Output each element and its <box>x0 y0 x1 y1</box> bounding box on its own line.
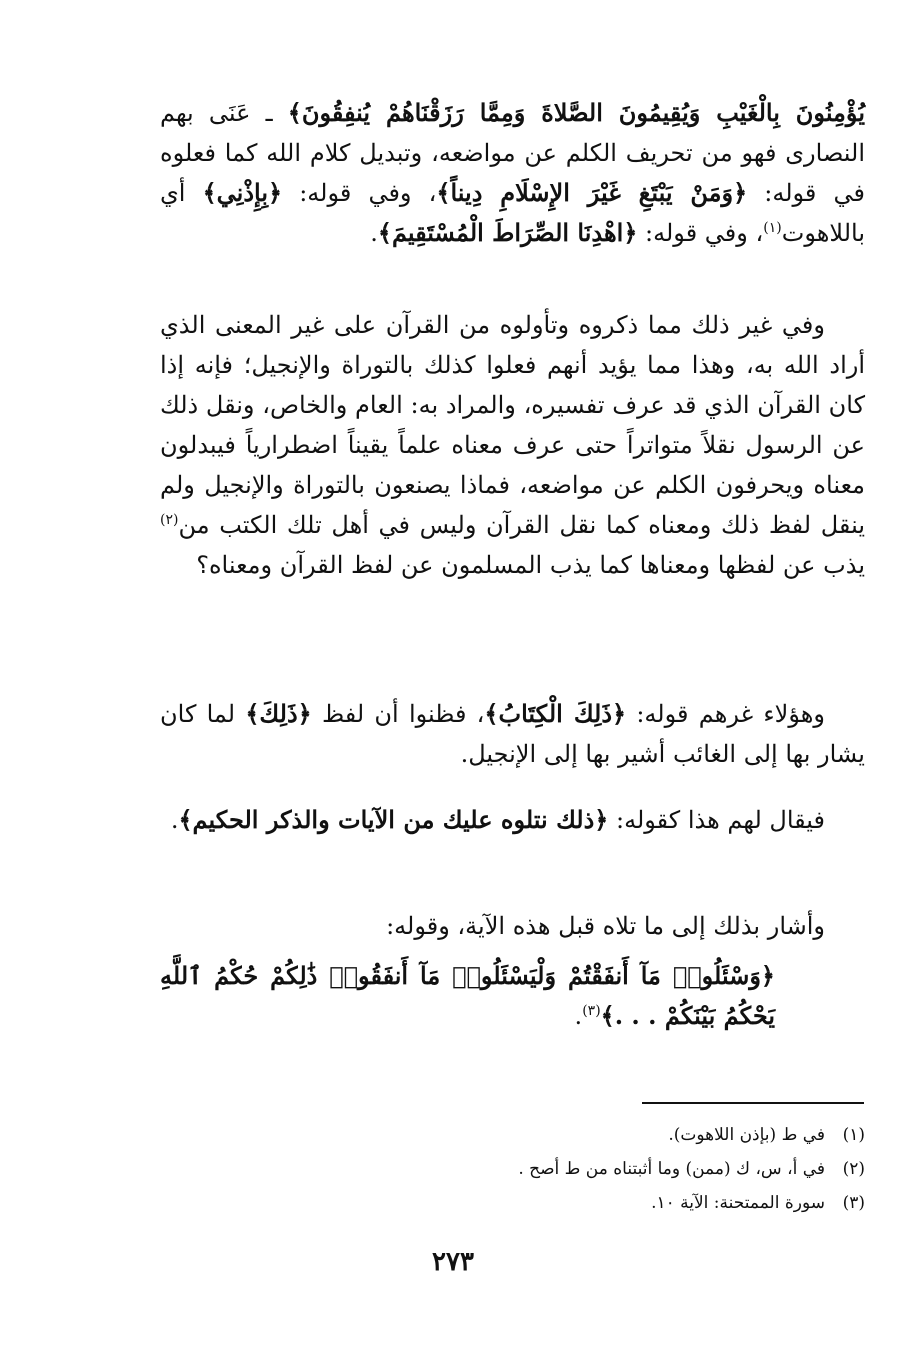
quran-verse: ﴿ذَلِكَ الْكِتَابُ﴾ <box>484 699 627 728</box>
footnote-number: (١) <box>842 1125 865 1145</box>
footnote-ref: (٢) <box>160 512 179 528</box>
text-segment: ، فظنوا أن لفظ <box>311 700 485 728</box>
text-segment: وأشار بذلك إلى ما تلاه قبل هذه الآية، وقوله: <box>386 912 825 940</box>
footnote-number: (٣) <box>842 1193 865 1213</box>
quran-verse: ﴿بِإِذْنِي﴾ <box>202 178 283 207</box>
footnote-item <box>420 1118 865 1152</box>
text-segment: فيقال لهم هذا كقوله: <box>608 806 825 834</box>
text-segment: ، وفي قوله: <box>282 179 437 207</box>
text-segment: . <box>370 219 378 247</box>
quran-quote-line <box>160 956 865 1036</box>
footnote-item <box>420 1152 865 1186</box>
page-number: ٢٧٣ <box>432 1247 474 1277</box>
footnote-item <box>420 1186 865 1220</box>
footnote-ref: (٣) <box>582 1003 601 1019</box>
main-text <box>160 93 865 253</box>
text-segment: وفي غير ذلك مما ذكروه وتأولوه من القرآن على غير المعنى الذي أراد الله به، وهذا مما يؤيد أنهم فعلوا كذلك بالتوراة والإنجيل؛ فإنه إذا كان القرآن الذي قد عرف تفسيره، والمراد به: العام والخاص، ونقل ذلك عن الرسول نقلاً متواتراً حتى عرف معناه علماً يقيناً اضطرارياً فيبدلون معناه ويحرفون الكلم عن مواضعه، فماذا يصنعون بالتوراة والإنجيل ولم ينقل لفظ ذلك ومعناه كما نقل القرآن وليس في أهل تلك الكتب من <box>160 311 866 539</box>
paragraph-4 <box>160 800 865 840</box>
text-segment: . <box>574 1002 583 1030</box>
main-text <box>160 305 865 585</box>
text-segment: ، وفي قوله: <box>637 219 764 247</box>
quran-verse: ﴿اهْدِنَا الصِّرَاطَ الْمُسْتَقِيمَ﴾ <box>377 218 638 247</box>
main-text <box>160 956 865 1036</box>
footnote-ref: (١) <box>763 220 782 236</box>
quran-verse: يُؤْمِنُونَ بِالْغَيْبِ وَيُقِيمُونَ الصَّلاةَ وَمِمَّا رَزَقْنَاهُمْ يُنفِقُونَ﴾ <box>287 98 865 127</box>
text-segment: لما كان يشار بها إلى الغائب أشير بها إلى الإنجيل. <box>160 700 865 768</box>
paragraph-1 <box>160 93 865 253</box>
quran-verse: ﴿ذَلِكَ﴾ <box>245 699 312 728</box>
paragraph-5 <box>160 906 865 946</box>
footnote-text: سورة الممتحنة: الآية ١٠. <box>651 1193 825 1213</box>
quran-verse: ﴿ذلك نتلوه عليك من الآيات والذكر الحكيم﴾ <box>178 805 609 834</box>
quran-verse: ﴿وَمَنْ يَبْتَغِ غَيْرَ الإِسْلَامِ دِيناً﴾ <box>436 178 748 207</box>
main-text <box>160 906 865 946</box>
text-segment: وهؤلاء غرهم قوله: <box>626 700 825 728</box>
footnote-text: في ط (بإذن اللاهوت). <box>668 1125 825 1145</box>
footnote-number: (٢) <box>842 1159 865 1179</box>
text-segment: ـ عَنَى بهم النصارى فهو من تحريف الكلم عن مواضعه، وتبديل كلام الله كما فعلوه في قوله: <box>160 99 866 207</box>
text-segment: . <box>170 806 179 834</box>
footnotes <box>420 1118 865 1220</box>
paragraph-3 <box>160 694 865 774</box>
text-segment: يذب عن لفظها ومعناها كما يذب المسلمون عن لفظ القرآن ومعناه؟ <box>196 551 865 579</box>
footnote-divider <box>642 1102 864 1104</box>
main-text <box>160 800 865 840</box>
paragraph-2 <box>160 305 865 585</box>
footnote-text: في أ، س، ك (ممن) وما أثبتناه من ط أصح . <box>518 1159 825 1179</box>
main-text <box>160 694 865 774</box>
quran-verse: ﴿وَسْئَلُوا۟ مَآ أَنفَقْتُمْ وَلْيَسْئَلُوا۟ مَآ أَنفَقُوا۟ ذَٰلِكُمْ حُكْمُ ٱللَّهِ يَحْكُمُ بَيْنَكُمْ . . .﴾ <box>160 961 775 1030</box>
text-segment: أي باللاهوت <box>160 179 865 247</box>
